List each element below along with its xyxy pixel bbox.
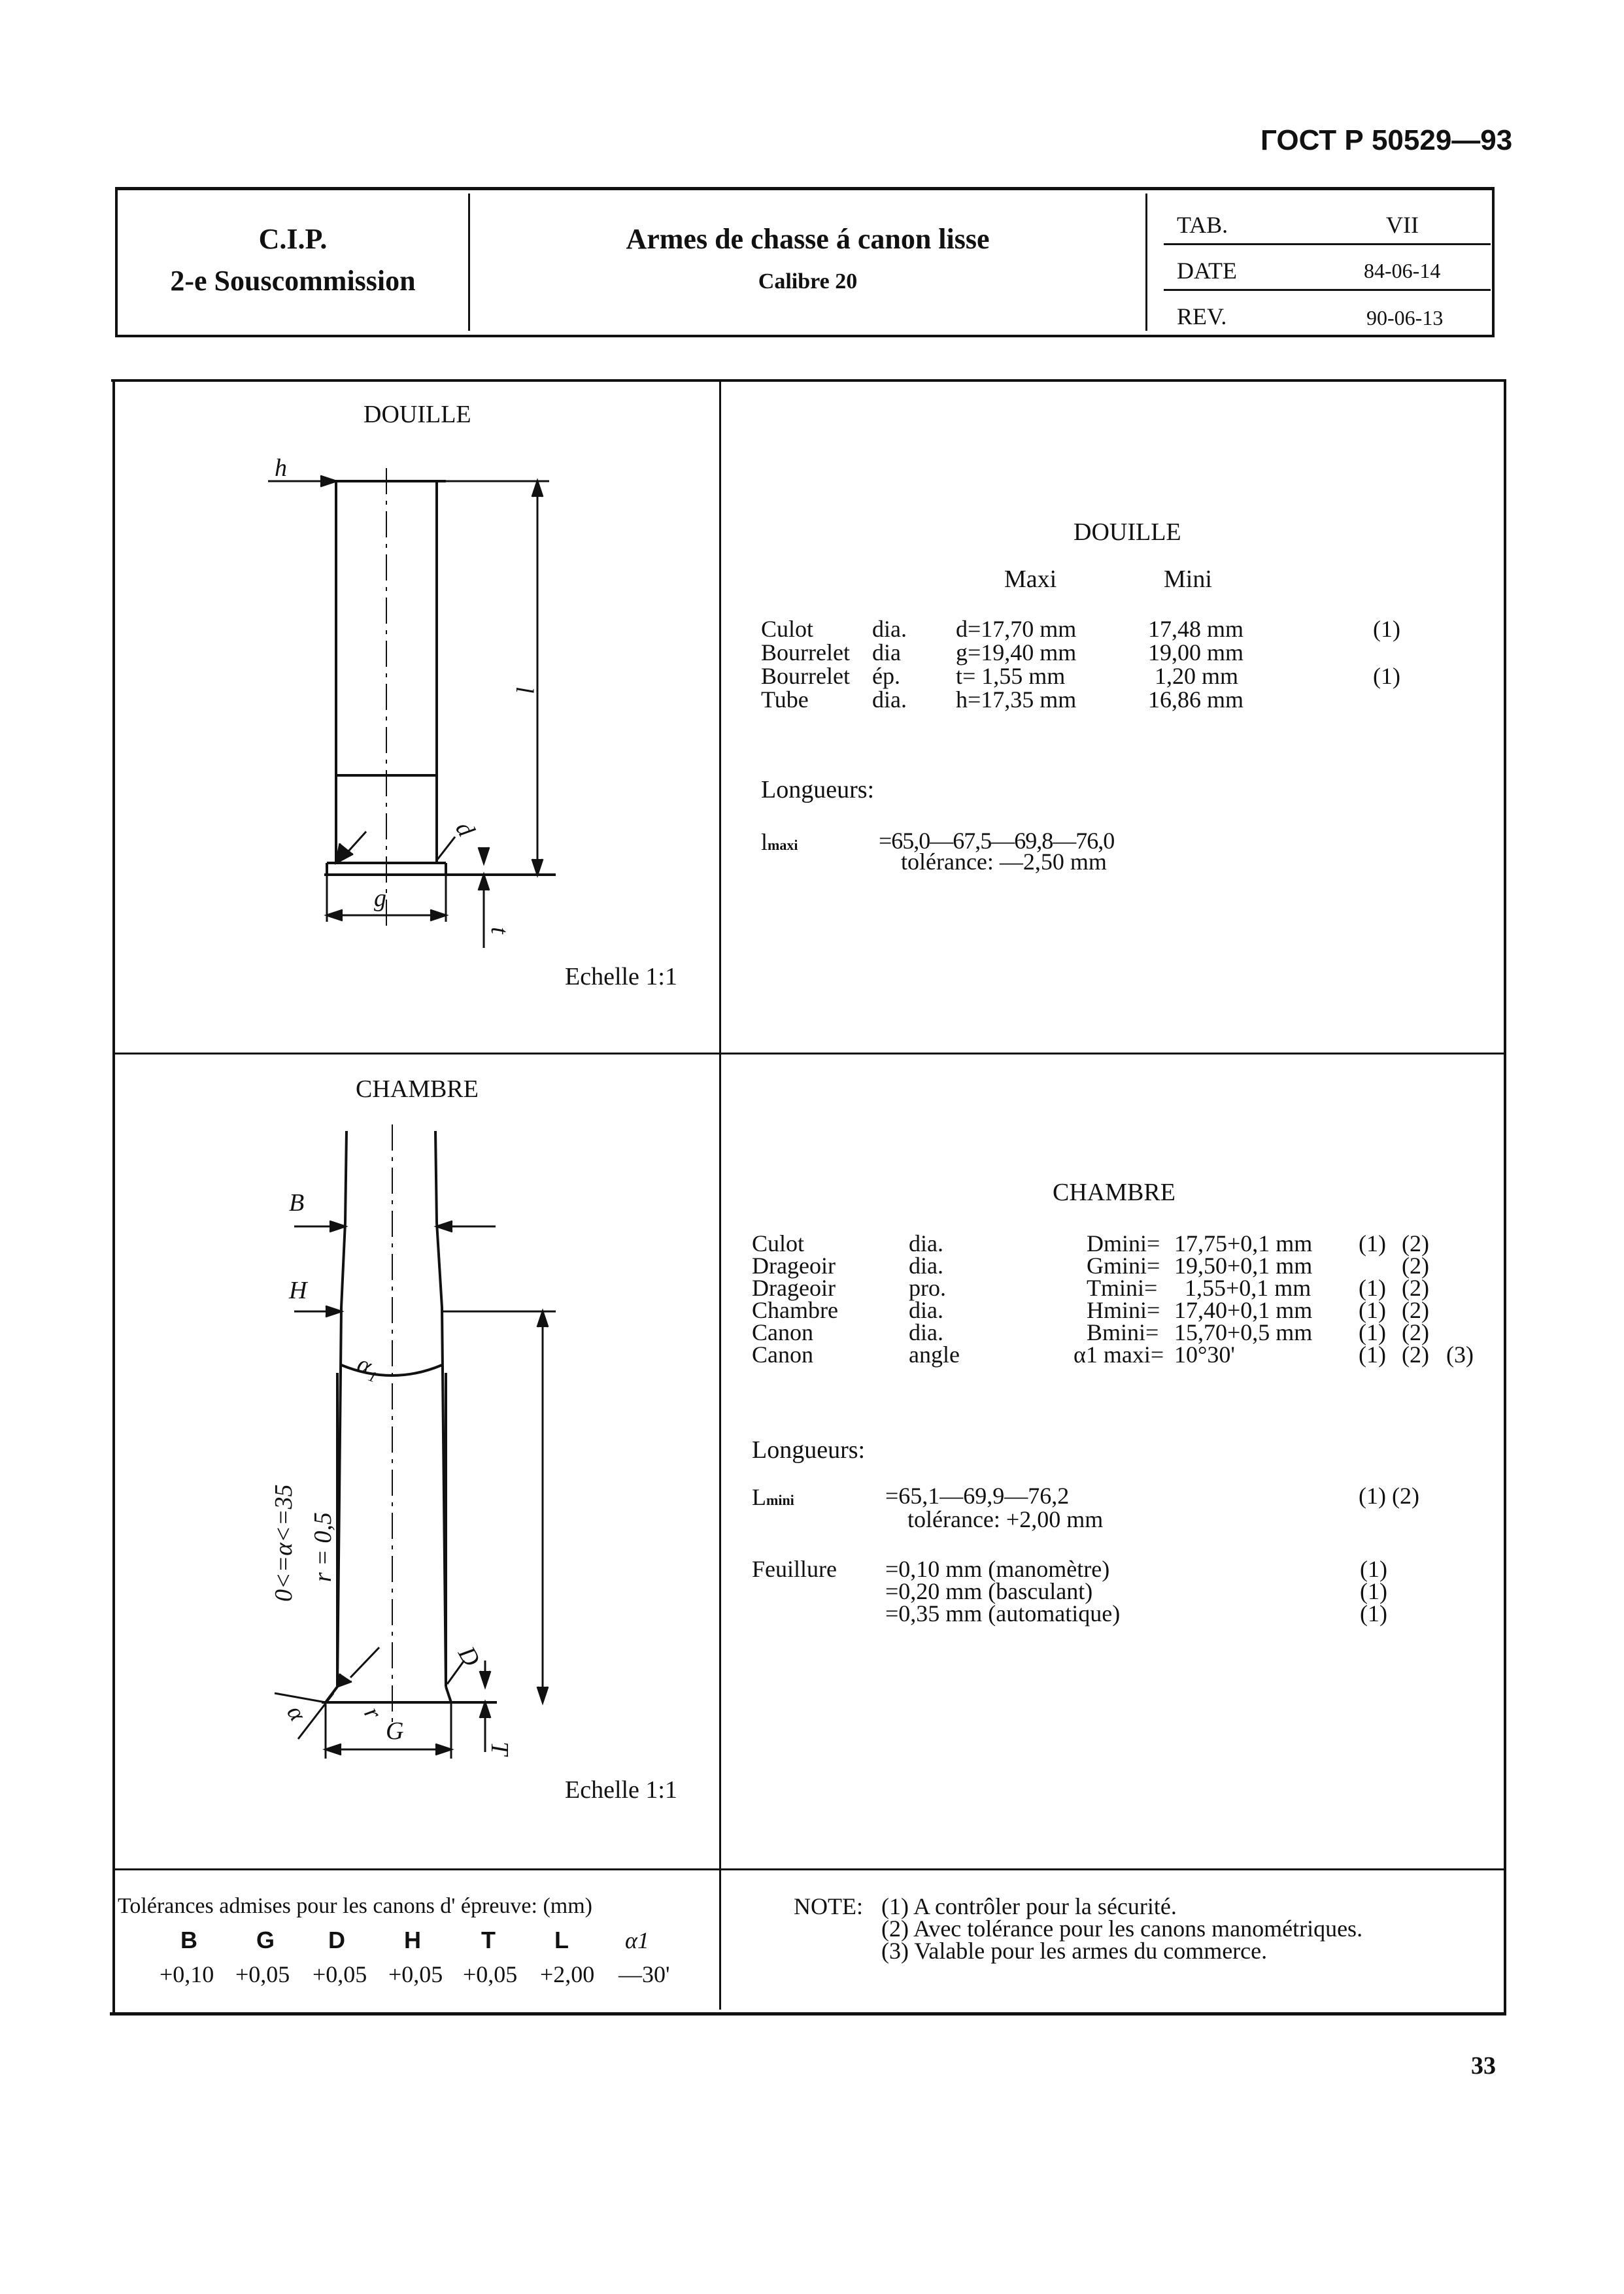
feuillure-label: Feuillure	[752, 1556, 837, 1582]
feuillure-value: =0,35 mm (automatique)	[885, 1600, 1121, 1627]
feuillure-note: (1)	[1360, 1600, 1387, 1627]
douille-lmaxi-value: =65,0—67,5—69,8—76,0	[879, 828, 1115, 854]
table-row-mini: 17,48 mm	[1148, 616, 1244, 642]
table-row-note2: (2)	[1402, 1230, 1429, 1257]
table-row-symbol: Gmini=	[1087, 1253, 1160, 1279]
table-row-mini: 19,00 mm	[1148, 639, 1244, 666]
table-row-name: Bourrelet	[761, 663, 850, 689]
douille-drawing-title: DOUILLE	[364, 401, 471, 428]
notes-label: NOTE:	[794, 1893, 863, 1919]
side-note-radius: r = 0,5	[309, 1512, 337, 1582]
document-subtitle: Calibre 20	[758, 269, 858, 294]
table-row-note2: (2)	[1402, 1319, 1429, 1345]
table-row-qual: ép.	[872, 663, 900, 689]
chambre-longueurs-label: Longueurs:	[752, 1436, 866, 1464]
note-item: (2) Avec tolérance pour les canons manométriques.	[881, 1915, 1363, 1942]
document-title: Armes de chasse á canon lisse	[626, 223, 990, 255]
dim-label-alpha1: α₁	[353, 1349, 384, 1383]
table-row-mini: 1,20 mm	[1155, 663, 1239, 689]
lmini-symbol: L	[752, 1484, 766, 1510]
table-row-qual: dia.	[909, 1253, 943, 1279]
date-label: DATE	[1177, 258, 1237, 284]
table-row-qual: angle	[909, 1341, 960, 1368]
rev-label: REV.	[1177, 303, 1227, 329]
table-row-name: Bourrelet	[761, 639, 850, 666]
table-row-name: Canon	[752, 1319, 813, 1345]
lmini-subscript: mini	[766, 1492, 794, 1508]
table-row-note1: (1)	[1359, 1341, 1386, 1368]
chambre-table-title: CHAMBRE	[1053, 1179, 1176, 1206]
table-row-symbol: Dmini=	[1087, 1230, 1160, 1257]
dim-label-h: h	[275, 454, 287, 482]
dim-label-D: D	[452, 1642, 486, 1672]
chambre-lmini-value: =65,1—69,9—76,2	[885, 1483, 1070, 1509]
side-note-alpha-range: 0<=α<=35	[270, 1484, 297, 1602]
table-row-maxi: t= 1,55 mm	[956, 663, 1066, 689]
tolerance-symbol: L	[554, 1927, 569, 1953]
feuillure-value: =0,10 mm (manomètre)	[885, 1556, 1110, 1582]
chambre-lmini-note: (1) (2)	[1359, 1483, 1419, 1509]
gost-standard-number: ГОСТ Р 50529—93	[1260, 124, 1513, 156]
douille-col-maxi: Maxi	[1004, 565, 1057, 593]
dim-label-d: d	[450, 817, 481, 841]
table-row-name: Canon	[752, 1341, 813, 1368]
table-row-value: 17,75+0,1 mm	[1174, 1230, 1313, 1257]
org-name: C.I.P.	[258, 223, 328, 255]
tab-label: TAB.	[1177, 212, 1228, 238]
tolerance-value: +0,05	[313, 1961, 367, 1987]
table-row-qual: dia.	[872, 616, 907, 642]
chambre-tolerance: tolérance: +2,00 mm	[907, 1506, 1104, 1532]
table-row-name: Culot	[761, 616, 814, 642]
douille-scale: Echelle 1:1	[565, 963, 677, 990]
table-row-name: Tube	[761, 686, 809, 713]
chambre-scale: Echelle 1:1	[565, 1776, 677, 1804]
tolerances-title: Tolérances admises pour les canons d' épreuve: (mm)	[118, 1894, 593, 1918]
dim-label-t: t	[486, 927, 513, 934]
dim-label-alpha: α	[281, 1700, 312, 1726]
dim-label-T: T	[486, 1742, 513, 1756]
tolerance-value: —30'	[618, 1961, 670, 1987]
tolerance-symbol: B	[180, 1927, 197, 1953]
tolerance-value: +0,10	[160, 1961, 214, 1987]
table-row-value: 17,40+0,1 mm	[1174, 1297, 1313, 1323]
table-row-note1: (1)	[1359, 1319, 1386, 1345]
tolerance-value: +0,05	[388, 1961, 443, 1987]
table-row-note3: (3)	[1446, 1341, 1474, 1368]
table-row-qual: dia.	[872, 686, 907, 713]
table-row-value: 10°30'	[1174, 1341, 1235, 1368]
table-row-note2: (2)	[1402, 1253, 1429, 1279]
feuillure-note: (1)	[1360, 1578, 1387, 1604]
table-row-maxi: h=17,35 mm	[956, 686, 1077, 713]
table-row-note: (1)	[1373, 663, 1400, 689]
tolerance-value: +2,00	[540, 1961, 595, 1987]
tolerance-value: +0,05	[463, 1961, 518, 1987]
lmaxi-subscript: maxi	[768, 837, 798, 853]
table-row-value: 19,50+0,1 mm	[1174, 1253, 1313, 1279]
feuillure-value: =0,20 mm (basculant)	[885, 1578, 1093, 1604]
dim-label-H: H	[289, 1277, 307, 1304]
table-row-name: Chambre	[752, 1297, 838, 1323]
douille-col-mini: Mini	[1164, 565, 1212, 593]
table-row-note1: (1)	[1359, 1230, 1386, 1257]
table-row-symbol: α1 maxi=	[1074, 1341, 1164, 1368]
tolerance-symbol: G	[256, 1927, 275, 1953]
table-row-note1: (1)	[1359, 1297, 1386, 1323]
feuillure-note: (1)	[1360, 1556, 1387, 1582]
dim-label-G: G	[386, 1717, 404, 1745]
table-row-value: 15,70+0,5 mm	[1174, 1319, 1313, 1345]
table-row-maxi: g=19,40 mm	[956, 639, 1077, 666]
table-row-note2: (2)	[1402, 1297, 1429, 1323]
table-row-symbol: Tmini=	[1087, 1275, 1158, 1301]
chambre-drawing-title: CHAMBRE	[356, 1075, 479, 1103]
tab-value: VII	[1386, 212, 1419, 238]
dim-label-r: r	[358, 1702, 387, 1725]
note-item: (1) A contrôler pour la sécurité.	[881, 1893, 1177, 1919]
table-row-qual: dia.	[909, 1319, 943, 1345]
chambre-lmini-label	[752, 1485, 794, 1512]
lmaxi-symbol: l	[761, 829, 768, 855]
douille-tolerance: tolérance: —2,50 mm	[901, 849, 1107, 875]
table-row-note2: (2)	[1402, 1275, 1429, 1301]
table-row-note1: (1)	[1359, 1275, 1386, 1301]
table-row-maxi: d=17,70 mm	[956, 616, 1077, 642]
table-row-note: (1)	[1373, 616, 1400, 642]
tolerance-symbol: H	[404, 1927, 421, 1953]
douille-longueurs-label: Longueurs:	[761, 776, 875, 803]
table-row-note2: (2)	[1402, 1341, 1429, 1368]
dim-label-l: l	[511, 686, 538, 694]
table-row-qual: dia	[872, 639, 901, 666]
table-row-qual: dia.	[909, 1297, 943, 1323]
table-row-name: Drageoir	[752, 1253, 836, 1279]
page-number: 33	[1471, 2052, 1496, 2080]
tolerance-value: +0,05	[235, 1961, 290, 1987]
dim-label-g: g	[374, 885, 386, 912]
note-item: (3) Valable pour les armes du commerce.	[881, 1938, 1268, 1964]
table-row-mini: 16,86 mm	[1148, 686, 1244, 713]
tolerance-symbol: α1	[625, 1927, 649, 1953]
org-subcommission: 2-e Souscommission	[170, 265, 416, 297]
table-row-name: Culot	[752, 1230, 805, 1257]
douille-table-title: DOUILLE	[1074, 518, 1181, 546]
date-value: 84-06-14	[1364, 259, 1441, 282]
table-row-qual: dia.	[909, 1230, 943, 1257]
table-row-symbol: Hmini=	[1087, 1297, 1160, 1323]
rev-value: 90-06-13	[1366, 306, 1444, 329]
table-row-name: Drageoir	[752, 1275, 836, 1301]
table-row-qual: pro.	[909, 1275, 946, 1301]
dim-label-B: B	[289, 1189, 305, 1217]
table-row-symbol: Bmini=	[1087, 1319, 1159, 1345]
tolerance-symbol: D	[328, 1927, 345, 1953]
tolerance-symbol: T	[481, 1927, 496, 1953]
table-row-value: 1,55+0,1 mm	[1185, 1275, 1311, 1301]
